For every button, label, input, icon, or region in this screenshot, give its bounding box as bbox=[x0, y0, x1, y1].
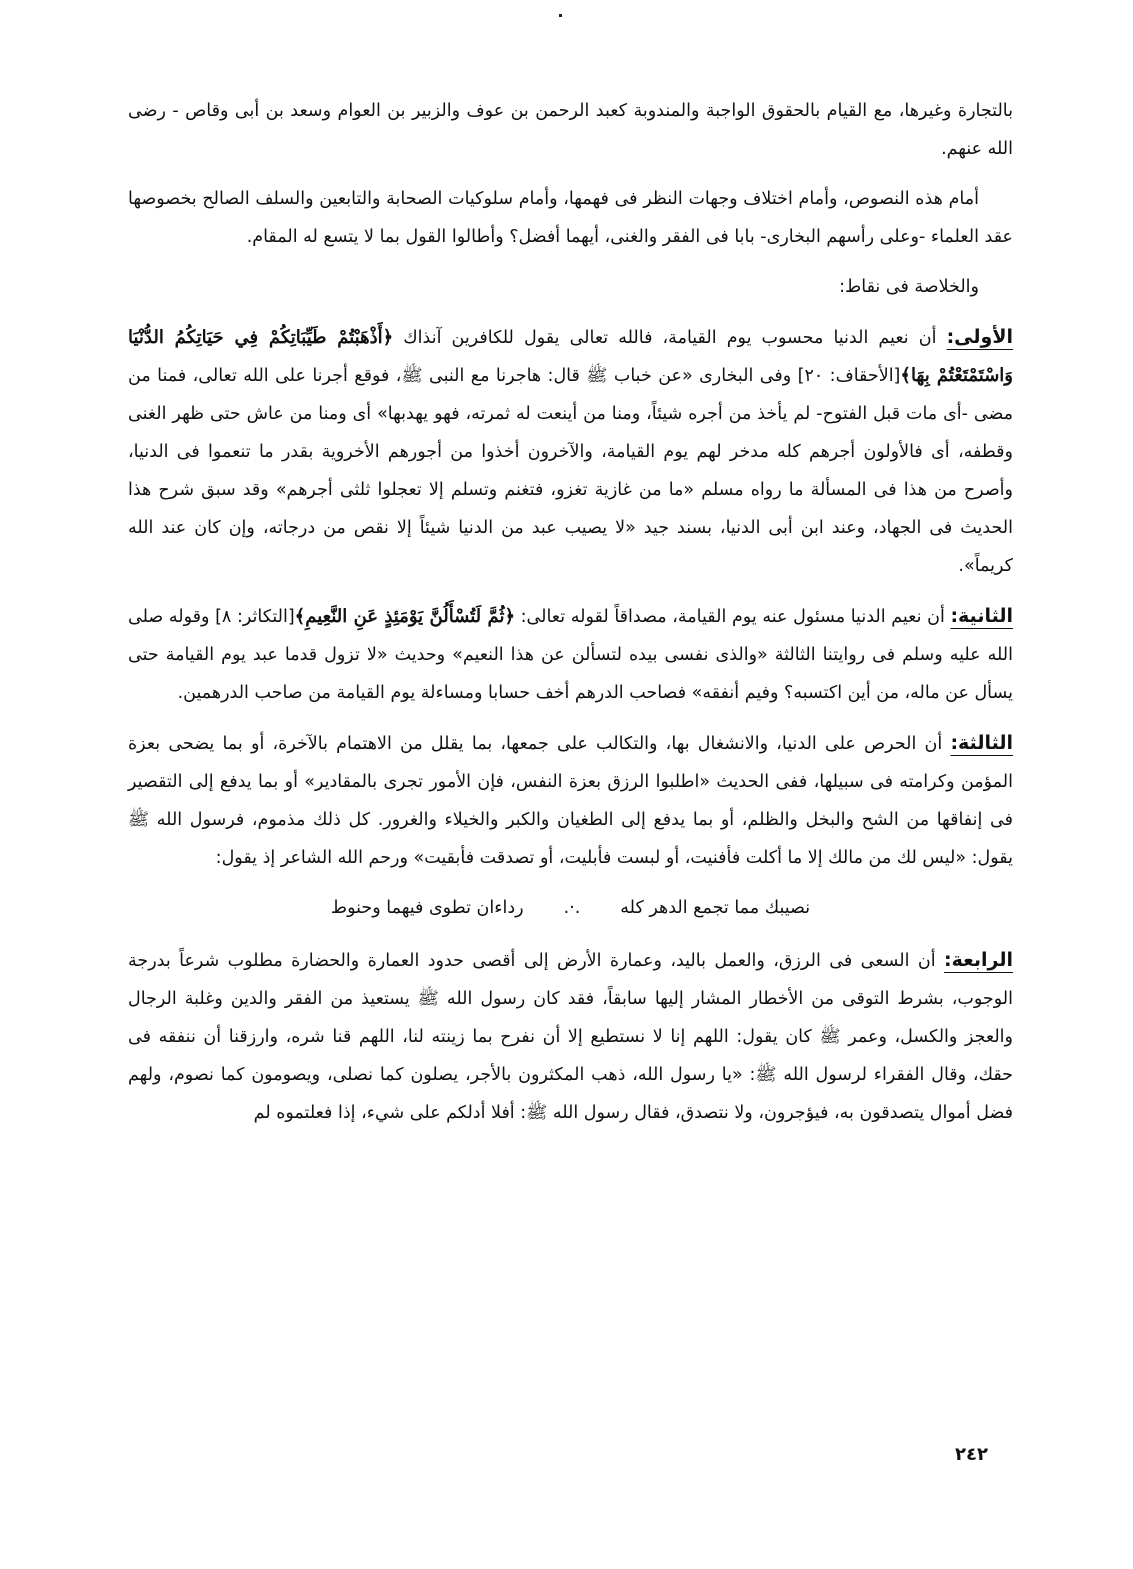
point-label: الأولى: bbox=[946, 326, 1013, 348]
point-third bbox=[128, 724, 1013, 877]
point-label: الرابعة: bbox=[944, 949, 1013, 971]
point-text-after: [التكاثر: ٨] وقوله صلى الله عليه وسلم فى روايتنا الثالثة «والذى نفسى بيده لتسألن عن هذا النعيم» وحديث «لا تزول قدما عبد يوم القيامة حتى يسأل عن ماله، من أين اكتسبه؟ وفيم أنفقه» فصاحب الدرهم أخف حسابا ومساءلة يوم القيامة من صاحب الدرهمين. bbox=[128, 607, 1013, 703]
verse-separator: .·. bbox=[563, 898, 581, 918]
paragraph-intro-continuation bbox=[128, 92, 1013, 168]
point-second bbox=[128, 597, 1013, 712]
point-label: الثالثة: bbox=[950, 732, 1013, 754]
paragraph-text: والخلاصة فى نقاط: bbox=[839, 277, 979, 297]
paragraph-summary-heading bbox=[128, 268, 1013, 306]
quran-verse: ﴿ثُمَّ لَتُسْأَلُنَّ يَوْمَئِذٍ عَنِ النَّعِيمِ﴾ bbox=[294, 606, 516, 627]
book-page-body bbox=[128, 92, 1013, 1144]
point-text-after: [الأحقاف: ٢٠] وفى البخارى «عن خباب ﷺ قال: هاجرنا مع النبى ﷺ، فوقع أجرنا على الله تعالى، فمنا من مضى -أى مات قبل الفتوح- لم يأخذ من أجره شيئاً، ومنا من أينعت له ثمرته، فهو يهدبها» أى ومنا من عاش حتى ظهر الغنى وقطفه، أى فالأولون أجرهم كله مدخر لهم يوم القيامة، والآخرون أخذوا من أجورهم الأخروية بقدر ما تنعموا فى الدنيا، وأصرح من هذا فى المسألة ما رواه مسلم «ما من غازية تغزو، فتغنم وتسلم إلا تعجلوا ثلثى أجرهم» وقد سبق شرح هذا الحديث فى الجهاد، وعند ابن أبى الدنيا، بسند جيد «لا يصيب عبد من الدنيا شيئاً إلا نقص من درجاته، وإن كان عند الله كريماً». bbox=[128, 366, 1013, 576]
poetry-verse bbox=[128, 889, 1013, 927]
point-text: أن الحرص على الدنيا، والانشغال بها، والتكالب على جمعها، بما يقلل من الاهتمام بالآخرة، أو بما يضحى بعزة المؤمن وكرامته فى سبيلها، ففى الحديث «اطلبوا الرزق بعزة النفس، فإن الأمور تجرى بالمقادير» أو بما يدفع إلى التقصير فى إنفاقها من الشح والبخل والظلم، أو بما يدفع إلى الطغيان والكبر والخيلاء والغرور. كل ذلك مذموم، فرسول الله ﷺ يقول: «ليس لك من مالك إلا ما أكلت فأفنيت، أو لبست فأبليت، أو تصدقت فأبقيت» ورحم الله الشاعر إذ يقول: bbox=[128, 734, 1013, 868]
verse-second-hemistich: رداءان تطوى فيهما وحنوط bbox=[330, 898, 524, 918]
page-number: ٢٤٢ bbox=[955, 1444, 988, 1465]
point-text: أن السعى فى الرزق، والعمل باليد، وعمارة الأرض إلى أقصى حدود العمارة والحضارة مطلوب شرعاً بدرجة الوجوب، بشرط التوقى من الأخطار المشار إليها سابقاً، فقد كان رسول الله ﷺ يستعيذ من الفقر والدين وغلبة الرجال والعجز والكسل، وعمر ﷺ كان يقول: اللهم إنا لا نستطيع إلا أن نفرح بما زينته لنا، اللهم قنا شره، وارزقنا أن ننفقه فى حقك، وقال الفقراء لرسول الله ﷺ: «يا رسول الله، ذهب المكثرون بالأجر، يصلون كما نصلى، ويصومون كما نصوم، ولهم فضل أموال يتصدقون به، فيؤجرون، ولا نتصدق، فقال رسول الله ﷺ: أفلا أدلكم على شيء، إذا فعلتموه لم bbox=[128, 951, 1013, 1123]
point-fourth bbox=[128, 941, 1013, 1132]
point-text-before: أن نعيم الدنيا محسوب يوم القيامة، فالله تعالى يقول للكافرين آنذاك bbox=[393, 328, 947, 348]
verse-first-hemistich: نصيبك مما تجمع الدهر كله bbox=[620, 898, 811, 918]
paragraph-text: بالتجارة وغيرها، مع القيام بالحقوق الواجبة والمندوبة كعبد الرحمن بن عوف والزبير بن العوام وسعد بن أبى وقاص - رضى الله عنهم. bbox=[128, 101, 1013, 159]
quran-verse: ﴿أَذْهَبْتُمْ طَيِّبَاتِكُمْ فِي حَيَاتِكُمُ الدُّنْيَا وَاسْتَمْتَعْتُمْ بِهَا﴾ bbox=[128, 327, 1013, 386]
point-first bbox=[128, 318, 1013, 585]
point-label: الثانية: bbox=[950, 605, 1013, 627]
point-text-before: أن نعيم الدنيا مسئول عنه يوم القيامة، مصداقاً لقوله تعالى: bbox=[515, 607, 951, 627]
paragraph-scholars-debate bbox=[128, 180, 1013, 256]
paragraph-text: أمام هذه النصوص، وأمام اختلاف وجهات النظر فى فهمها، وأمام سلوكيات الصحابة والتابعين والسلف الصالح بخصوصها عقد العلماء -وعلى رأسهم البخارى- بابا فى الفقر والغنى، أيهما أفضل؟ وأطالوا القول بما لا يتسع له المقام. bbox=[128, 189, 1013, 247]
scan-speck bbox=[559, 14, 562, 17]
